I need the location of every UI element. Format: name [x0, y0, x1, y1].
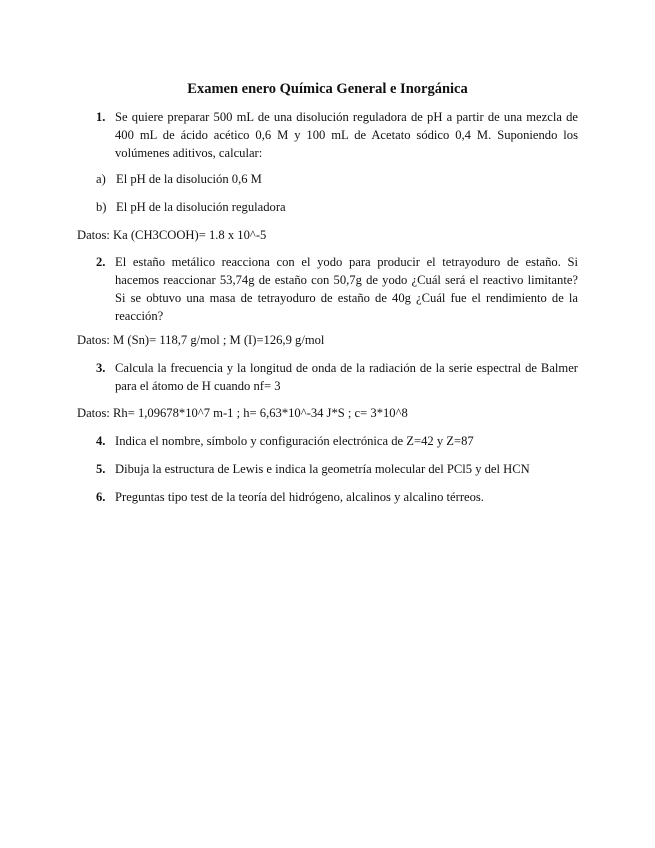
datos-2: Datos: M (Sn)= 118,7 g/mol ; M (I)=126,9 g/mol	[77, 333, 325, 347]
question-text: Dibuja la estructura de Lewis e indica la geometría molecular del PCl5 y del HCN	[115, 462, 530, 476]
question-4	[96, 432, 578, 450]
question-text: Indica el nombre, símbolo y configuración electrónica de Z=42 y Z=87	[115, 434, 474, 448]
subquestion-b	[96, 198, 578, 216]
subquestion-label: a)	[96, 172, 106, 186]
question-line: Calcula la frecuencia y la longitud de onda de la radiación de la serie espectral de Balmer	[115, 361, 578, 375]
question-line: Se quiere preparar 500 mL de una disolución reguladora de pH a partir de una mezcla de	[115, 110, 578, 124]
datos-3: Datos: Rh= 1,09678*10^7 m-1 ; h= 6,63*10^-34 J*S ; c= 3*10^8	[77, 406, 408, 420]
question-text	[115, 359, 578, 395]
page-title: Examen enero Química General e Inorgánica	[187, 81, 468, 97]
question-3	[96, 359, 578, 395]
question-line: hacemos reaccionar 53,74g de estaño con 50,7g de yodo ¿Cuál será el reactivo limitante?	[115, 273, 578, 287]
question-number: 3.	[96, 361, 106, 375]
question-6	[96, 488, 578, 506]
question-line: para el átomo de H cuando nf= 3	[115, 379, 281, 393]
subquestion-label: b)	[96, 200, 107, 214]
subquestion-text: El pH de la disolución 0,6 M	[116, 172, 262, 186]
question-line: volúmenes aditivos, calcular:	[115, 146, 263, 160]
datos-1: Datos: Ka (CH3COOH)= 1.8 x 10^-5	[77, 228, 267, 242]
question-line: Si se obtuvo una masa de tetrayoduro de estaño de 40g ¿Cuál fue el rendimiento de la	[115, 291, 578, 305]
question-text: Preguntas tipo test de la teoría del hidrógeno, alcalinos y alcalino térreos.	[115, 490, 484, 504]
question-number: 2.	[96, 255, 106, 269]
subquestion-a	[96, 170, 578, 188]
question-2	[96, 253, 578, 325]
question-line: El estaño metálico reacciona con el yodo para producir el tetrayoduro de estaño. Si	[115, 255, 578, 269]
question-number: 4.	[96, 434, 106, 448]
question-line: 400 mL de ácido acético 0,6 M y 100 mL de Acetato sódico 0,4 M. Suponiendo los	[115, 128, 578, 142]
question-text	[115, 108, 578, 162]
question-text	[115, 253, 578, 325]
question-number: 5.	[96, 462, 106, 476]
question-line: reacción?	[115, 309, 164, 323]
question-number: 1.	[96, 110, 106, 124]
question-5	[96, 460, 578, 478]
question-number: 6.	[96, 490, 106, 504]
question-1	[96, 108, 578, 162]
subquestion-text: El pH de la disolución reguladora	[116, 200, 286, 214]
